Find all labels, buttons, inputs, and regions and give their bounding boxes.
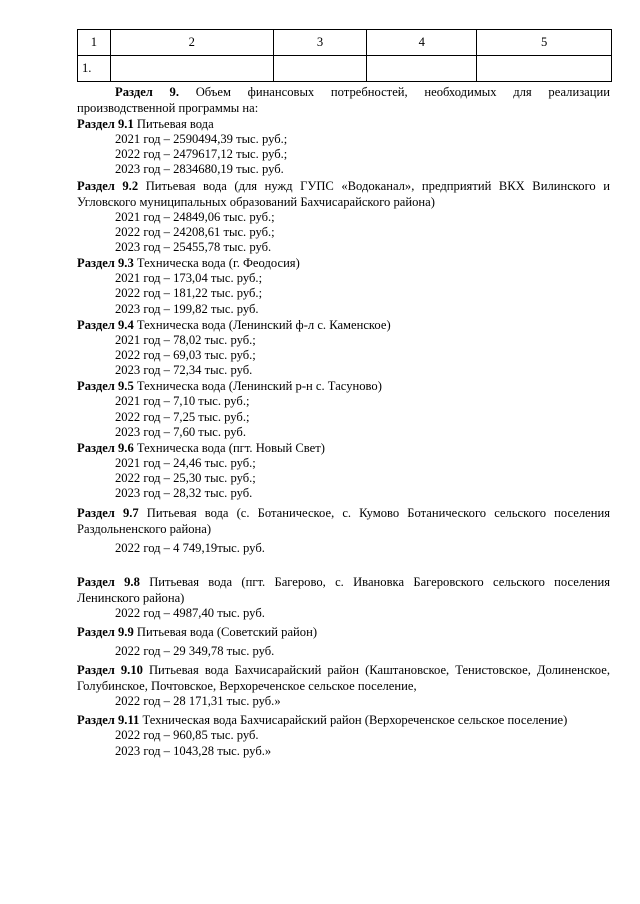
sections-list: [77, 116, 610, 759]
section-heading: [77, 116, 610, 132]
amount-line: 2023 год – 28,32 тыс. руб.: [115, 486, 253, 501]
amount-line: 2021 год – 2590494,39 тыс. руб.;: [115, 132, 288, 146]
section-block: [77, 624, 610, 659]
amount-line: 2023 год – 2834680,19 тыс. руб.: [115, 162, 284, 177]
table-header-cell: 5: [477, 30, 612, 56]
section-block: [77, 378, 610, 440]
section-title: Питьевая вода (пгт. Багерово, с. Ивановка Багеровского сельского поселения Ленинского района): [77, 574, 610, 605]
header-table: [77, 29, 612, 82]
section-title: Техническа вода (Ленинский ф-л с. Каменское): [136, 317, 391, 332]
section-block: [77, 574, 610, 621]
section-heading: [77, 378, 610, 394]
section-heading: [77, 255, 610, 271]
table-header-cell: 1: [78, 30, 111, 56]
section-title: Техническа вода (г. Феодосия): [136, 256, 300, 271]
table-cell: [367, 56, 477, 82]
amount-line: 2023 год – 1043,28 тыс. руб.»: [115, 743, 272, 758]
section-title: Питьевая вода (Советский район): [136, 625, 318, 640]
amount-line: 2022 год – 69,03 тыс. руб.;: [115, 348, 256, 363]
amount-line: 2023 год – 7,60 тыс. руб.: [115, 424, 246, 439]
amount-line: 2021 год – 173,04 тыс. руб.;: [115, 271, 263, 286]
intro-line-1: [77, 84, 610, 100]
section-label: Раздел 9.10: [77, 663, 143, 678]
intro-text: Объем финансовых потребностей, необходимых для реализации: [195, 85, 610, 99]
amount-line: 2022 год – 25,30 тыс. руб.;: [115, 471, 256, 486]
amount-line: 2022 год – 960,85 тыс. руб.: [115, 728, 259, 743]
amount-line: 2022 год – 29 349,78 тыс. руб.: [115, 644, 275, 659]
intro-line-2: производственной программы на:: [77, 101, 259, 115]
section-title: Питьевая вода: [136, 117, 214, 131]
section-heading: [77, 505, 610, 537]
section-label: Раздел 9.1: [77, 117, 134, 131]
section-heading: [77, 440, 610, 456]
section-label: Раздел 9.6: [77, 441, 134, 456]
section-title: Питьевая вода (для нужд ГУПС «Водоканал», предприятий ВКХ Вилинского и Угловского муниципальных образований Бахчисарайского района): [77, 178, 610, 209]
section-block: [77, 255, 610, 317]
section-block: [77, 116, 610, 178]
section-label: Раздел 9.3: [77, 256, 134, 271]
table-cell: [477, 56, 612, 82]
table-row: [78, 56, 612, 82]
section-heading: [77, 624, 610, 640]
section-label: Раздел 9.: [115, 85, 179, 99]
section-label: Раздел 9.4: [77, 317, 134, 332]
table-header-cell: 2: [110, 30, 273, 56]
amount-line: 2022 год – 7,25 тыс. руб.;: [115, 409, 250, 424]
section-title: Техническая вода Бахчисарайский район (Верхореченское сельское поселение): [142, 713, 568, 728]
amount-line: 2022 год – 24208,61 тыс. руб.;: [115, 224, 275, 239]
amount-line: 2023 год – 25455,78 тыс. руб.: [115, 240, 272, 255]
section-title: Питьевая вода Бахчисарайский район (Каштановское, Тенистовское, Долиненское, Голубинское, Почтовское, Верхореченское сельское поселение,: [77, 663, 610, 694]
amount-line: 2021 год – 24849,06 тыс. руб.;: [115, 209, 275, 224]
amount-line: 2021 год – 7,10 тыс. руб.;: [115, 394, 250, 409]
section-heading: [77, 662, 610, 694]
section-heading: [77, 178, 610, 210]
section-block: [77, 662, 610, 709]
section-label: Раздел 9.7: [77, 505, 139, 520]
table-header-cell: 4: [367, 30, 477, 56]
table-cell: [110, 56, 273, 82]
amount-line: 2022 год – 4987,40 тыс. руб.: [115, 605, 265, 620]
section-block: [77, 440, 610, 502]
section-block: [77, 712, 610, 758]
amount-line: 2023 год – 72,34 тыс. руб.: [115, 363, 253, 378]
amount-line: 2023 год – 199,82 тыс. руб.: [115, 301, 259, 316]
amount-line: 2022 год – 181,22 тыс. руб.;: [115, 286, 263, 301]
section-block: [77, 505, 610, 556]
table-header-cell: 3: [273, 30, 366, 56]
section-label: Раздел 9.11: [77, 713, 140, 728]
amount-line: 2022 год – 2479617,12 тыс. руб.;: [115, 147, 288, 162]
section-label: Раздел 9.9: [77, 625, 134, 640]
section-title: Питьевая вода (с. Ботаническое, с. Кумово Ботанического сельского поселения Раздольненского района): [77, 505, 610, 536]
document-page: [77, 29, 610, 759]
section-block: [77, 178, 610, 256]
section-label: Раздел 9.5: [77, 379, 134, 394]
section-block: [77, 317, 610, 379]
table-cell: 1.: [78, 56, 111, 82]
section-label: Раздел 9.2: [77, 178, 139, 193]
amount-line: 2021 год – 78,02 тыс. руб.;: [115, 332, 256, 347]
amount-line: 2021 год – 24,46 тыс. руб.;: [115, 456, 256, 471]
section-heading: [77, 574, 610, 606]
amount-line: 2022 год – 28 171,31 тыс. руб.»: [115, 694, 281, 709]
section-heading: [77, 712, 610, 728]
table-cell: [273, 56, 366, 82]
section-title: Техническа вода (Ленинский р-н с. Тасуново): [136, 379, 382, 394]
section-heading: [77, 317, 610, 333]
amount-line: 2022 год – 4 749,19тыс. руб.: [115, 540, 265, 555]
section-title: Техническа вода (пгт. Новый Свет): [136, 441, 325, 456]
table-header-row: [78, 30, 612, 56]
section-label: Раздел 9.8: [77, 574, 140, 589]
